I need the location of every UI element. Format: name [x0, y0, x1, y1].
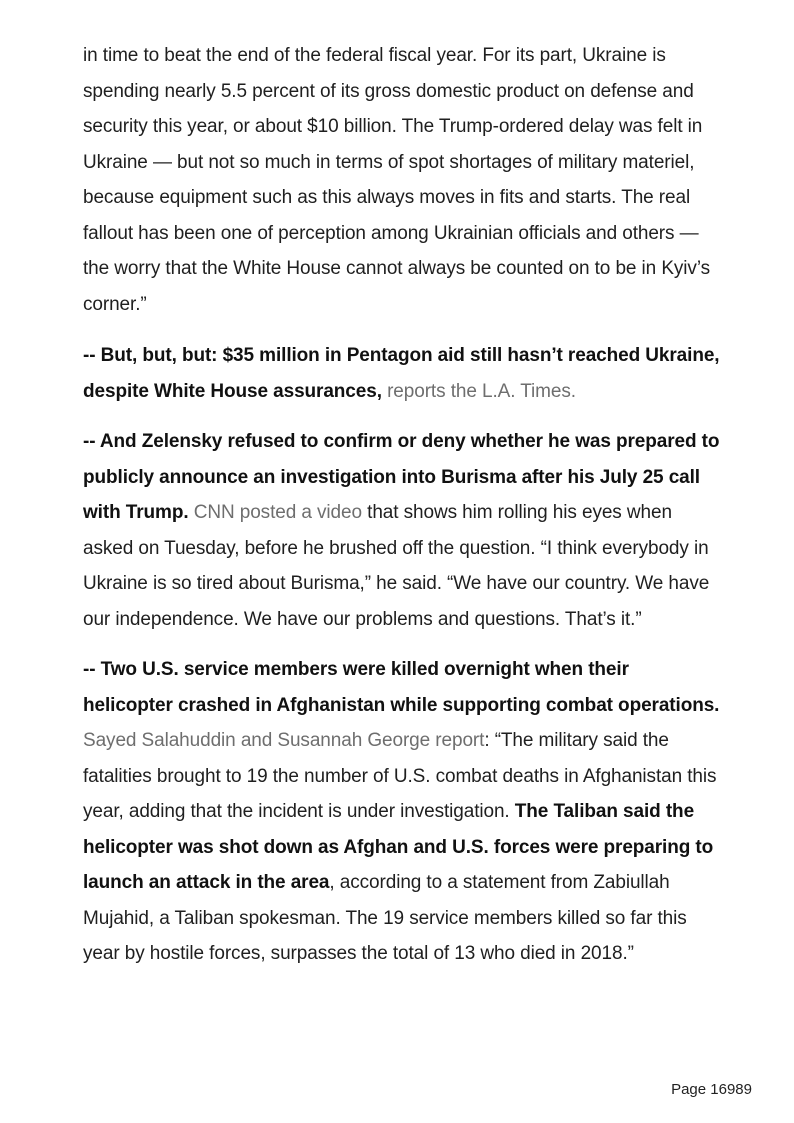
cnn-video-link[interactable]: CNN posted a video: [193, 502, 362, 523]
paragraph-aid-context: [83, 38, 723, 322]
paragraph-zelensky: [83, 424, 723, 637]
paragraph-text: that shows him rolling his eyes when asked on Tuesday, before he brushed off the question. “I think everybody in Ukraine is so tired about Burisma,” he said. “We have our country. We have our independence. We have our problems and questions. That’s it.”: [83, 502, 710, 630]
paragraph-pentagon-aid: [83, 338, 723, 409]
headline-bold: -- But, but, but: $35 million in Pentagon aid still hasn’t reached Ukraine, despite White House assurances,: [83, 345, 720, 402]
paragraph-text: , according to a statement from Zabiullah Mujahid, a Taliban spokesman. The 19 service members killed so far this year by hostile forces, surpasses the total of 13 who died in 2018.”: [83, 872, 687, 964]
paragraph-text: in time to beat the end of the federal fiscal year. For its part, Ukraine is spending nearly 5.5 percent of its gross domestic product on defense and security this year, or about $10 billion. The Trump-ordered delay was felt in Ukraine — but not so much in terms of spot shortages of military materiel, because equipment such as this always moves in fits and starts. The real fallout has been one of perception among Ukrainian officials and others — the worry that the White House cannot always be counted on to be in Kyiv’s corner.”: [83, 45, 710, 315]
emphasis-bold: The Taliban said the helicopter was shot down as Afghan and U.S. forces were preparing to launch an attack in the area: [83, 801, 714, 893]
headline-bold: -- And Zelensky refused to confirm or deny whether he was prepared to publicly announce an investigation into Burisma after his July 25 call with Trump.: [83, 431, 720, 523]
la-times-link[interactable]: reports the L.A. Times.: [387, 380, 576, 402]
paragraph-afghanistan: [83, 652, 723, 972]
page-number: Page 16989: [671, 1081, 752, 1098]
paragraph-text: : “The military said the fatalities brought to 19 the number of U.S. combat deaths in Afghanistan this year, adding that the incident is under investigation.: [83, 730, 717, 822]
headline-bold: -- Two U.S. service members were killed overnight when their helicopter crashed in Afghanistan while supporting combat operations.: [83, 659, 720, 716]
report-link[interactable]: Sayed Salahuddin and Susannah George report: [83, 730, 485, 751]
document-body: [83, 38, 723, 987]
